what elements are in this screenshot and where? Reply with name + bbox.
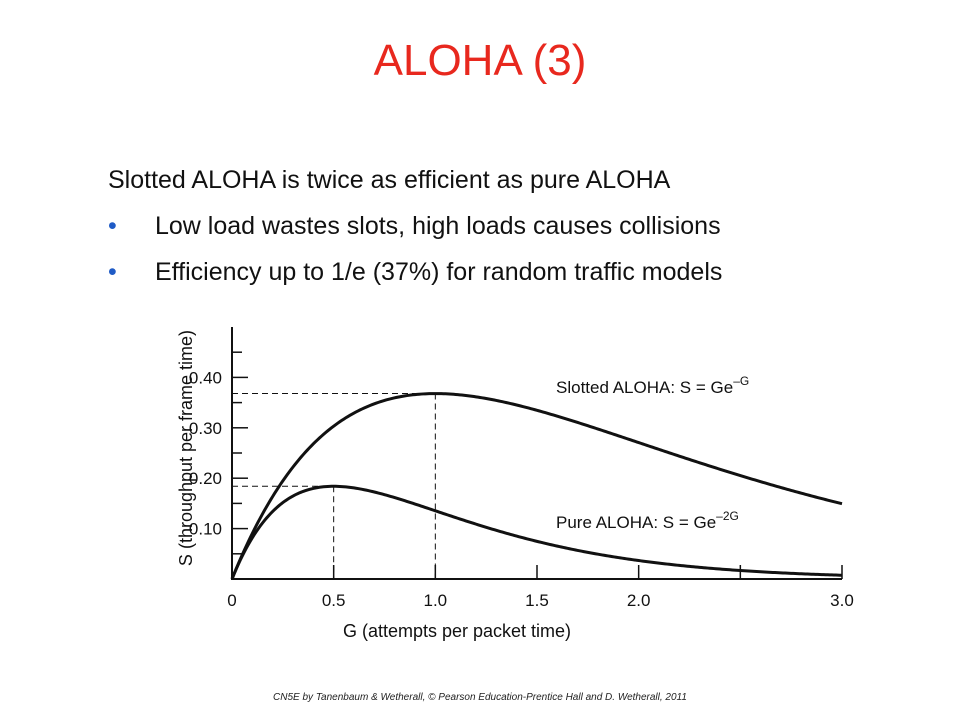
bullet-dot-icon: • <box>108 258 117 286</box>
y-tick-label: 0.40 <box>188 368 222 388</box>
x-tick-label: 1.5 <box>525 591 549 610</box>
x-tick-label: 0 <box>227 591 237 610</box>
x-tick-label: 1.0 <box>423 591 448 610</box>
x-tick-label: 0.5 <box>321 591 346 610</box>
x-tick-label: 2.0 <box>626 591 651 610</box>
bullet-text: Low load wastes slots, high loads causes collisions <box>155 212 721 240</box>
slide-title: ALOHA (3) <box>373 36 587 85</box>
intro-text: Slotted ALOHA is twice as efficient as pure ALOHA <box>108 166 671 194</box>
y-tick-label: 0.20 <box>188 469 222 489</box>
bullet-dot-icon: • <box>108 212 117 240</box>
x-axis-label: G (attempts per packet time) <box>342 621 572 641</box>
bullet-text: Efficiency up to 1/e (37%) for random traffic models <box>155 258 723 286</box>
series-label: Pure ALOHA: $S = Ge^{-2G}$ <box>556 509 739 532</box>
footer-credit: CN5E by Tanenbaum & Wetherall, © Pearson Education-Prentice Hall and D. Wetherall, 2011 <box>273 692 687 703</box>
y-axis-label: S (throughput per frame time) <box>176 329 196 567</box>
y-tick-label: 0.30 <box>188 418 222 438</box>
series-label: Slotted ALOHA: $S = Ge^{-G}$ <box>556 374 750 397</box>
x-tick-label: 3.0 <box>830 591 854 610</box>
y-tick-label: 0.10 <box>188 519 222 539</box>
